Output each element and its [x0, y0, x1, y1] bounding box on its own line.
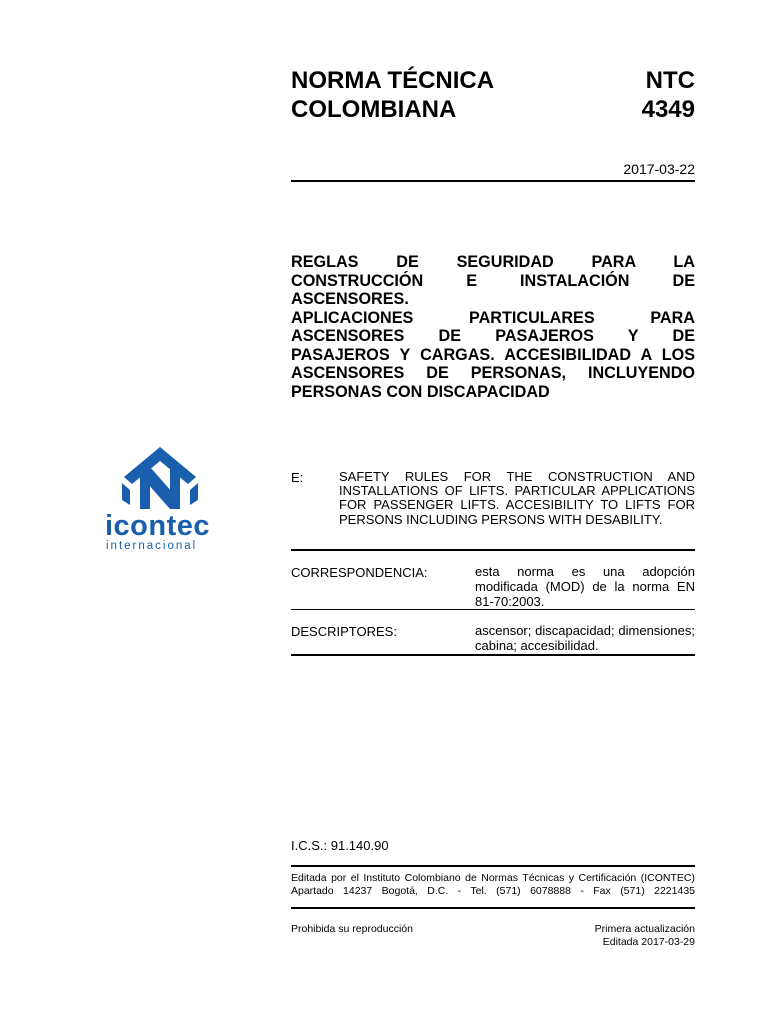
standard-title-line2: COLOMBIANA — [291, 96, 457, 123]
english-label: E: — [291, 470, 304, 485]
row-divider — [291, 609, 695, 610]
ics-code: I.C.S.: 91.140.90 — [291, 838, 389, 853]
english-line: SAFETY RULES FOR THE CONSTRUCTION AND — [339, 469, 695, 484]
edition-date: Editada 2017-03-29 — [602, 935, 695, 948]
header-divider — [291, 180, 695, 182]
title-line: CONSTRUCCIÓN E INSTALACIÓN DE — [291, 271, 695, 290]
title-line: PASAJEROS Y CARGAS. ACCESIBILIDAD A LOS — [291, 345, 695, 364]
title-line: ASCENSORES DE PASAJEROS Y DE — [291, 327, 695, 345]
english-line: FOR PASSENGER LIFTS. ACCESIBILITY TO LIFTS FOR — [339, 497, 695, 513]
ics-divider — [291, 865, 695, 867]
reproduction-notice: Prohibida su reproducción — [291, 923, 413, 935]
section-divider — [291, 654, 695, 656]
document-title — [291, 253, 695, 401]
correspondencia-line: modificada (MOD) de la norma EN — [475, 578, 695, 594]
english-line: INSTALLATIONS OF LIFTS. PARTICULAR APPLICATIONS — [339, 483, 695, 499]
document-header — [291, 66, 695, 124]
section-divider — [291, 549, 695, 551]
title-line: ASCENSORES. — [291, 290, 409, 308]
standard-code-line1: NTC — [645, 67, 695, 94]
descriptores-line: ascensor; discapacidad; dimensiones; — [475, 623, 695, 638]
english-line: PERSONS INCLUDING PERSONS WITH DESABILITY. — [339, 511, 663, 527]
correspondencia-value — [475, 565, 695, 609]
publisher-divider — [291, 907, 695, 909]
title-line: APLICACIONES PARTICULARES PARA — [291, 308, 695, 327]
logo-wordmark: icontec — [105, 510, 211, 542]
correspondencia-line: 81-70:2003. — [475, 593, 545, 609]
publication-date: 2017-03-22 — [623, 161, 695, 177]
standard-code-line2: 4349 — [641, 96, 695, 123]
descriptores-label: DESCRIPTORES: — [291, 624, 397, 639]
english-title — [339, 470, 695, 527]
publisher-line: Apartado 14237 Bogotá, D.C. - Tel. (571) 6078888 - Fax (571) 2221435 — [291, 884, 695, 897]
logo-subword: internacional — [106, 540, 198, 552]
descriptores-value — [475, 624, 695, 654]
descriptores-line: cabina; accesibilidad. — [475, 637, 599, 653]
title-line: PERSONAS CON DISCAPACIDAD — [291, 382, 550, 401]
edition-line: Primera actualización — [594, 923, 695, 935]
edition-info — [595, 923, 695, 948]
publisher-info — [291, 872, 695, 897]
publisher-line: Editada por el Instituto Colombiano de Normas Técnicas y Certificación (ICONTEC) — [291, 872, 695, 884]
correspondencia-label: CORRESPONDENCIA: — [291, 565, 428, 580]
standard-title-line1: NORMA TÉCNICA — [291, 67, 495, 94]
correspondencia-line: esta norma es una adopción — [475, 564, 695, 579]
title-line: REGLAS DE SEGURIDAD PARA LA — [291, 253, 695, 271]
title-line: ASCENSORES DE PERSONAS, INCLUYENDO — [291, 364, 695, 382]
